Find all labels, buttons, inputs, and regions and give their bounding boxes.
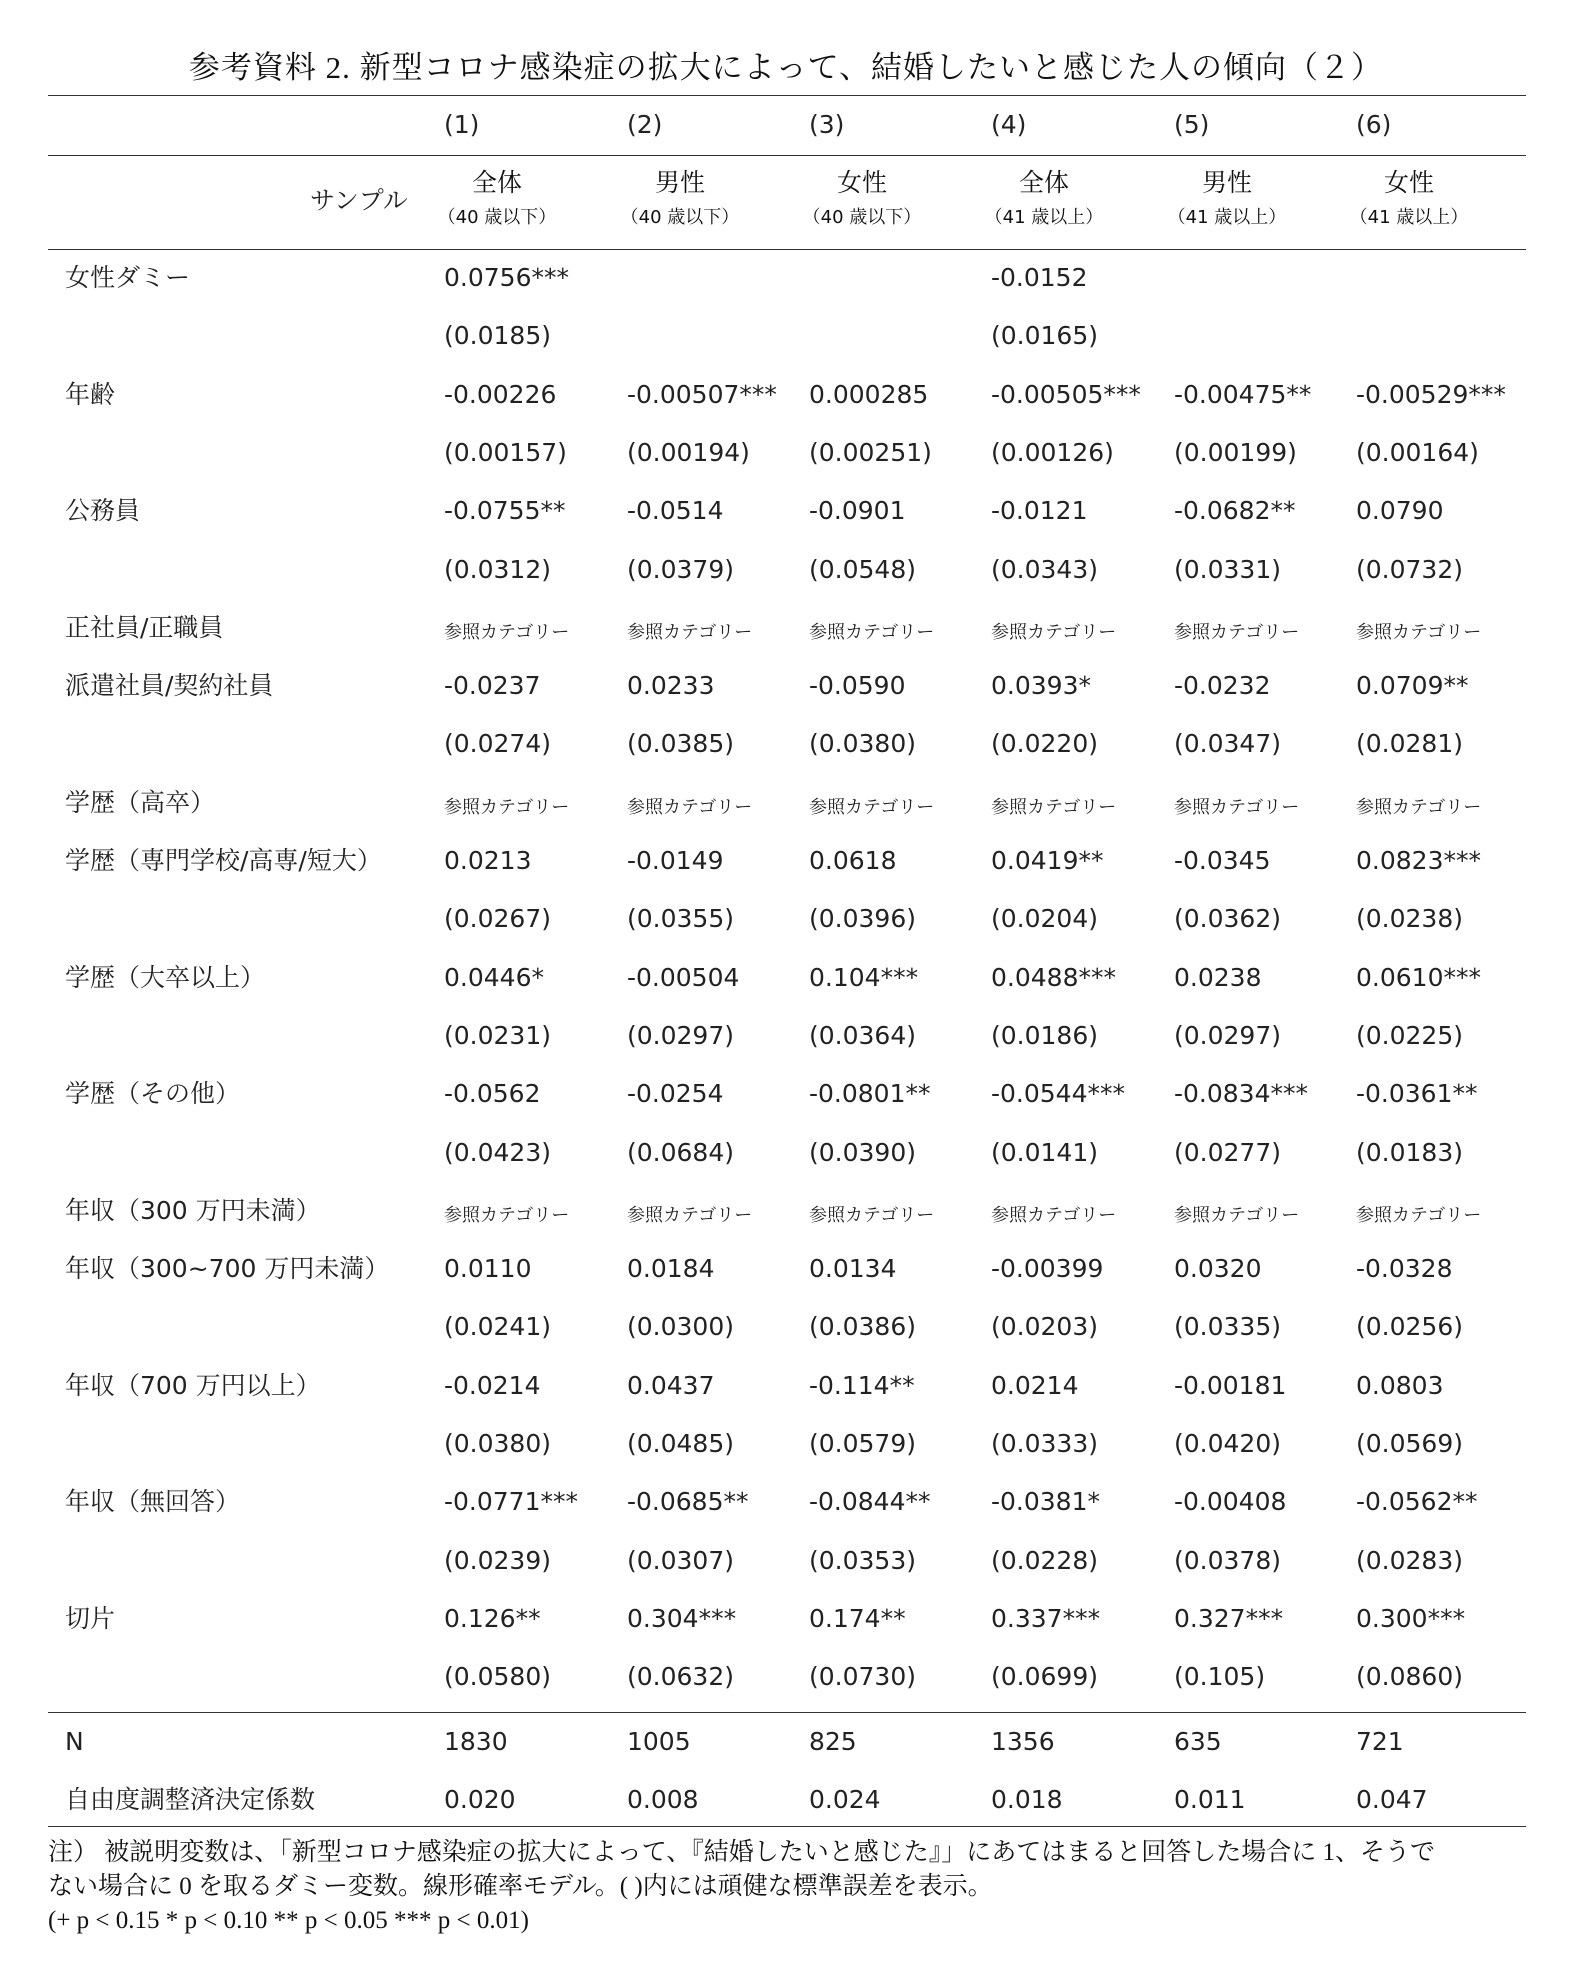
- coefficient-cell: -0.0361**: [1356, 1079, 1478, 1109]
- coefficient-cell: 0.0134: [809, 1254, 897, 1284]
- coefficient-cell: (0.0274): [444, 729, 551, 759]
- coefficient-cell: 0.337***: [991, 1603, 1101, 1633]
- coefficient-cell: -0.0121: [991, 496, 1088, 526]
- column-number: (6): [1356, 110, 1392, 139]
- coefficient-cell: (0.0241): [444, 1312, 551, 1342]
- coefficient-cell: (0.0684): [627, 1137, 734, 1167]
- coefficient-cell: 0.0419**: [991, 846, 1104, 875]
- coefficient-cell: -0.0214: [444, 1370, 541, 1400]
- coefficient-cell: (0.0256): [1356, 1312, 1463, 1342]
- coefficient-cell: -0.0771***: [444, 1487, 578, 1517]
- group-header: [422, 168, 572, 230]
- reference-category: 参照カテゴリー: [809, 1204, 935, 1226]
- group-name: 全体: [471, 168, 522, 197]
- coefficient-cell: (0.0362): [1174, 904, 1281, 934]
- coefficient-cell: (0.0281): [1356, 729, 1463, 759]
- reference-category: 参照カテゴリー: [1174, 1204, 1300, 1226]
- stat-value: 0.008: [627, 1785, 699, 1814]
- coefficient-cell: -0.0834***: [1174, 1079, 1308, 1109]
- coefficient-cell: 0.104***: [809, 962, 919, 992]
- coefficient-cell: 0.0214: [991, 1370, 1079, 1400]
- coefficient-cell: -0.0544***: [991, 1079, 1125, 1109]
- row-label: 学歴（高卒）: [65, 787, 216, 817]
- coefficient-cell: (0.0335): [1174, 1312, 1281, 1342]
- coefficient-cell: (0.0380): [809, 729, 916, 759]
- coefficient-cell: 0.0446*: [444, 962, 544, 992]
- group-name: 全体: [1018, 168, 1069, 197]
- coefficient-cell: (0.0580): [444, 1662, 551, 1692]
- row-label: 学歴（大卒以上）: [65, 962, 266, 992]
- coefficient-cell: 0.174**: [809, 1603, 906, 1633]
- coefficient-cell: 0.126**: [444, 1603, 541, 1633]
- coefficient-cell: -0.0328: [1356, 1254, 1453, 1284]
- stat-value: 1005: [627, 1727, 691, 1756]
- coefficient-cell: -0.0562: [444, 1079, 541, 1109]
- coefficient-cell: 0.327***: [1174, 1603, 1284, 1633]
- group-age-range: （41 歳以上）: [984, 207, 1104, 228]
- coefficient-cell: -0.0514: [627, 496, 724, 526]
- stat-value: 0.018: [991, 1785, 1063, 1814]
- coefficient-cell: -0.0254: [627, 1079, 724, 1109]
- coefficient-cell: -0.0844**: [809, 1487, 931, 1517]
- sample-rule: [48, 249, 1526, 250]
- coefficient-cell: (0.0165): [991, 321, 1098, 351]
- group-name: 女性: [836, 168, 887, 197]
- reference-category: 参照カテゴリー: [991, 621, 1117, 643]
- sample-label: サンプル: [310, 186, 408, 215]
- coefficient-cell: 0.0437: [627, 1370, 715, 1400]
- group-name: 女性: [1383, 168, 1434, 197]
- coefficient-cell: -0.00181: [1174, 1370, 1287, 1400]
- coefficient-cell: -0.00507***: [627, 379, 777, 409]
- coefficient-cell: 0.0756***: [444, 263, 569, 292]
- column-number: (2): [627, 110, 663, 139]
- coefficient-cell: (0.0385): [627, 729, 734, 759]
- coefficient-cell: (0.0364): [809, 1020, 916, 1050]
- coefficient-cell: -0.00226: [444, 379, 557, 409]
- reference-category: 参照カテゴリー: [1174, 796, 1300, 818]
- group-header: [1334, 168, 1484, 230]
- coefficient-cell: (0.0203): [991, 1312, 1098, 1342]
- coefficient-cell: (0.0548): [809, 554, 916, 584]
- reference-category: 参照カテゴリー: [627, 796, 753, 818]
- coefficient-cell: -0.00504: [627, 962, 740, 992]
- row-label: 年収（300 万円未満）: [65, 1195, 321, 1225]
- coefficient-cell: 0.0610***: [1356, 962, 1481, 992]
- coefficient-cell: -0.0232: [1174, 671, 1271, 701]
- coefficient-cell: 0.0213: [444, 846, 532, 875]
- coefficient-cell: (0.0277): [1174, 1137, 1281, 1167]
- coefficient-cell: -0.0590: [809, 671, 906, 701]
- group-age-range: （40 歳以下）: [620, 207, 740, 228]
- stat-value: 0.011: [1174, 1785, 1246, 1814]
- group-name: 男性: [654, 168, 705, 197]
- coefficient-cell: (0.0300): [627, 1312, 734, 1342]
- group-header: [1152, 168, 1302, 230]
- coefficient-cell: (0.0347): [1174, 729, 1281, 759]
- coefficient-cell: (0.0379): [627, 554, 734, 584]
- stat-label: N: [65, 1727, 84, 1756]
- coefficient-cell: (0.0283): [1356, 1545, 1463, 1575]
- table-note: [48, 1836, 1538, 1938]
- group-header: [969, 168, 1119, 230]
- coefficient-cell: -0.0381*: [991, 1487, 1100, 1517]
- coefficient-cell: (0.0312): [444, 554, 551, 584]
- column-number: (4): [991, 110, 1027, 139]
- coefficient-cell: 0.304***: [627, 1603, 737, 1633]
- reference-category: 参照カテゴリー: [627, 1204, 753, 1226]
- reference-category: 参照カテゴリー: [444, 1204, 570, 1226]
- coefficient-cell: (0.0569): [1356, 1429, 1463, 1458]
- coefficient-cell: -0.0237: [444, 671, 541, 701]
- coefficient-cell: 0.0320: [1174, 1254, 1262, 1284]
- stat-value: 721: [1356, 1727, 1404, 1756]
- coefficient-cell: -0.00399: [991, 1254, 1104, 1284]
- coefficient-cell: (0.0353): [809, 1545, 916, 1575]
- coefficient-cell: (0.0343): [991, 554, 1098, 584]
- group-name: 男性: [1201, 168, 1252, 197]
- coefficient-cell: 0.0238: [1174, 962, 1262, 992]
- coefficient-cell: -0.00505***: [991, 379, 1141, 409]
- coefficient-cell: 0.0823***: [1356, 846, 1481, 875]
- coefficient-cell: 0.0803: [1356, 1370, 1444, 1400]
- reference-category: 参照カテゴリー: [809, 621, 935, 643]
- column-number: (3): [809, 110, 845, 139]
- coefficient-cell: -0.0345: [1174, 846, 1271, 875]
- coefficient-cell: (0.0297): [627, 1020, 734, 1050]
- group-age-range: （41 歳以上）: [1349, 207, 1469, 228]
- header-rule: [48, 155, 1526, 156]
- coefficient-cell: -0.0152: [991, 263, 1088, 292]
- group-age-range: （40 歳以下）: [802, 207, 922, 228]
- row-label: 年収（700 万円以上）: [65, 1370, 321, 1400]
- coefficient-cell: -0.0682**: [1174, 496, 1296, 526]
- coefficient-cell: (0.0267): [444, 904, 551, 934]
- coefficient-cell: (0.00251): [809, 437, 932, 467]
- coefficient-cell: 0.0488***: [991, 962, 1116, 992]
- coefficient-cell: 0.000285: [809, 379, 929, 409]
- coefficient-cell: -0.00529***: [1356, 379, 1506, 409]
- stat-value: 825: [809, 1727, 857, 1756]
- reference-category: 参照カテゴリー: [1356, 1204, 1482, 1226]
- reference-category: 参照カテゴリー: [444, 796, 570, 818]
- coefficient-cell: (0.105): [1174, 1662, 1266, 1692]
- top-rule: [48, 95, 1526, 96]
- coefficient-cell: (0.0485): [627, 1429, 734, 1458]
- note-line: ない場合に 0 を取るダミー変数。線形確率モデル。( )内には頑健な標準誤差を表示。: [48, 1873, 993, 1900]
- coefficient-cell: -0.0685**: [627, 1487, 749, 1517]
- coefficient-cell: 0.0233: [627, 671, 715, 701]
- coefficient-cell: (0.0732): [1356, 554, 1463, 584]
- row-label: 正社員/正職員: [65, 612, 224, 642]
- note-line: 注） 被説明変数は、「新型コロナ感染症の拡大によって、『結婚したいと感じた』」にあてはまると回答した場合に 1、そうで: [48, 1839, 1436, 1866]
- row-label: 年齢: [65, 379, 116, 409]
- coefficient-cell: (0.0420): [1174, 1429, 1281, 1458]
- coefficient-cell: (0.0699): [991, 1662, 1098, 1692]
- coefficient-cell: (0.0231): [444, 1020, 551, 1050]
- coefficient-cell: (0.0423): [444, 1137, 551, 1167]
- coefficient-cell: -0.00408: [1174, 1487, 1287, 1517]
- coefficient-cell: (0.0307): [627, 1545, 734, 1575]
- coefficient-cell: (0.0396): [809, 904, 916, 934]
- coefficient-cell: (0.0860): [1356, 1662, 1463, 1692]
- stat-label: 自由度調整済決定係数: [65, 1785, 316, 1814]
- column-number: (5): [1174, 110, 1210, 139]
- reference-category: 参照カテゴリー: [991, 796, 1117, 818]
- coefficient-cell: -0.0901: [809, 496, 906, 526]
- coefficient-cell: (0.0186): [991, 1020, 1098, 1050]
- coefficient-cell: 0.0618: [809, 846, 897, 875]
- stat-value: 0.020: [444, 1785, 516, 1814]
- coefficient-cell: 0.0393*: [991, 671, 1091, 701]
- coefficient-cell: (0.0331): [1174, 554, 1281, 584]
- coefficient-cell: (0.00164): [1356, 437, 1479, 467]
- stat-value: 0.024: [809, 1785, 881, 1814]
- coefficient-cell: (0.0333): [991, 1429, 1098, 1458]
- row-label: 派遣社員/契約社員: [65, 671, 274, 701]
- row-label: 年収（無回答）: [65, 1487, 241, 1517]
- coefficient-cell: (0.0225): [1356, 1020, 1463, 1050]
- coefficient-cell: (0.0378): [1174, 1545, 1281, 1575]
- coefficient-cell: (0.0239): [444, 1545, 551, 1575]
- reference-category: 参照カテゴリー: [1356, 621, 1482, 643]
- page-title: 参考資料 2. 新型コロナ感染症の拡大によって、結婚したいと感じた人の傾向（２）: [188, 50, 1384, 85]
- coefficient-cell: (0.0355): [627, 904, 734, 934]
- coefficient-cell: 0.0184: [627, 1254, 715, 1284]
- stat-value: 0.047: [1356, 1785, 1428, 1814]
- row-label: 女性ダミー: [65, 263, 191, 292]
- row-label: 学歴（専門学校/高専/短大）: [65, 846, 382, 875]
- coefficient-cell: (0.0386): [809, 1312, 916, 1342]
- note-line: (+ p < 0.15 * p < 0.10 ** p < 0.05 *** p < 0.01): [48, 1907, 529, 1934]
- coefficient-cell: -0.00475**: [1174, 379, 1312, 409]
- coefficient-cell: 0.0110: [444, 1254, 532, 1284]
- coefficient-cell: -0.0801**: [809, 1079, 931, 1109]
- group-header: [787, 168, 937, 230]
- coefficient-cell: (0.0238): [1356, 904, 1463, 934]
- coefficient-cell: 0.0709**: [1356, 671, 1469, 701]
- coefficient-cell: -0.0755**: [444, 496, 566, 526]
- row-label: 学歴（その他）: [65, 1079, 241, 1109]
- stat-value: 635: [1174, 1727, 1222, 1756]
- coefficient-cell: (0.0579): [809, 1429, 916, 1458]
- coefficient-cell: (0.0185): [444, 321, 551, 351]
- coefficient-cell: (0.0183): [1356, 1137, 1463, 1167]
- coefficient-cell: -0.0149: [627, 846, 724, 875]
- reference-category: 参照カテゴリー: [444, 621, 570, 643]
- coefficient-cell: (0.0204): [991, 904, 1098, 934]
- coefficient-cell: (0.0380): [444, 1429, 551, 1458]
- coefficient-cell: (0.00194): [627, 437, 750, 467]
- coefficient-cell: (0.0141): [991, 1137, 1098, 1167]
- coefficient-cell: (0.00199): [1174, 437, 1297, 467]
- coefficient-cell: (0.0220): [991, 729, 1098, 759]
- group-age-range: （41 歳以上）: [1167, 207, 1287, 228]
- reference-category: 参照カテゴリー: [809, 796, 935, 818]
- coefficient-cell: (0.0390): [809, 1137, 916, 1167]
- group-header: [605, 168, 755, 230]
- coefficient-cell: (0.00157): [444, 437, 567, 467]
- stats-rule: [48, 1712, 1526, 1713]
- group-age-range: （40 歳以下）: [437, 207, 557, 228]
- stat-value: 1356: [991, 1727, 1055, 1756]
- coefficient-cell: 0.300***: [1356, 1603, 1466, 1633]
- coefficient-cell: (0.0730): [809, 1662, 916, 1692]
- reference-category: 参照カテゴリー: [1174, 621, 1300, 643]
- coefficient-cell: 0.0790: [1356, 496, 1444, 526]
- reference-category: 参照カテゴリー: [991, 1204, 1117, 1226]
- coefficient-cell: -0.114**: [809, 1370, 915, 1400]
- reference-category: 参照カテゴリー: [627, 621, 753, 643]
- reference-category: 参照カテゴリー: [1356, 796, 1482, 818]
- bottom-rule: [48, 1826, 1526, 1827]
- coefficient-cell: (0.0228): [991, 1545, 1098, 1575]
- row-label: 年収（300~700 万円未満）: [65, 1254, 390, 1284]
- stat-value: 1830: [444, 1727, 508, 1756]
- coefficient-cell: (0.0297): [1174, 1020, 1281, 1050]
- coefficient-cell: (0.0632): [627, 1662, 734, 1692]
- column-number: (1): [444, 110, 480, 139]
- row-label: 切片: [65, 1603, 116, 1633]
- row-label: 公務員: [65, 496, 141, 526]
- coefficient-cell: (0.00126): [991, 437, 1114, 467]
- coefficient-cell: -0.0562**: [1356, 1487, 1478, 1517]
